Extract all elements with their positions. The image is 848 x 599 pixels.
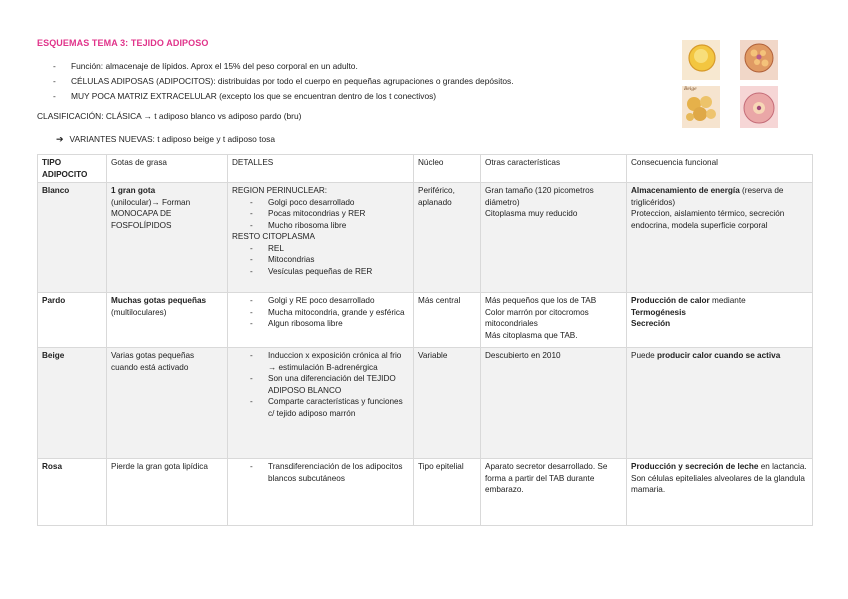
list-item: - Golgi poco desarrollado bbox=[232, 197, 409, 209]
variants-line bbox=[56, 134, 275, 145]
cell-type: Blanco bbox=[38, 183, 107, 293]
detalles-list bbox=[232, 243, 409, 278]
list-item: - Induccion x exposición crónica al frio → estimulación B-adrenérgica bbox=[232, 350, 409, 373]
cell-gotas bbox=[107, 183, 228, 293]
cell-gotas: Pierde la gran gota lipídica bbox=[107, 459, 228, 526]
intro-bullet-list bbox=[53, 59, 514, 104]
cell-nucleo: Más central bbox=[414, 293, 481, 348]
cons-rest: mediante bbox=[709, 296, 746, 305]
classification-line: CLASIFICACIÓN: CLÁSICA → t adiposo blanco vs adiposo pardo (bru) bbox=[37, 111, 302, 121]
detalles-list bbox=[232, 197, 409, 232]
cell-detalles bbox=[228, 293, 414, 348]
table-row-rosa bbox=[38, 459, 813, 526]
header-detalles: DETALLES bbox=[228, 155, 414, 183]
list-item: - Algun ribosoma libre bbox=[232, 318, 409, 330]
gotas-bold: Muchas gotas pequeñas bbox=[111, 296, 207, 305]
cell-gotas: Varias gotas pequeñas cuando está activado bbox=[107, 348, 228, 459]
cell-detalles bbox=[228, 183, 414, 293]
cell-type: Beige bbox=[38, 348, 107, 459]
cell-consecuencia bbox=[627, 459, 813, 526]
variants-text: VARIANTES NUEVAS: t adiposo beige y t adiposo tosa bbox=[69, 134, 275, 144]
cons-extra: Proteccion, aislamiento térmico, secreción endocrina, modela superficie corporal bbox=[631, 209, 785, 230]
header-tipo: TIPO ADIPOCITO bbox=[38, 155, 107, 183]
table-row-pardo bbox=[38, 293, 813, 348]
list-item: - Son una diferenciación del TEJIDO ADIPOSO BLANCO bbox=[232, 373, 409, 396]
cell-detalles bbox=[228, 348, 414, 459]
table-header-row bbox=[38, 155, 813, 183]
header-otras: Otras características bbox=[481, 155, 627, 183]
detalles-list bbox=[232, 350, 409, 419]
cell-nucleo: Tipo epitelial bbox=[414, 459, 481, 526]
cons-rest: en lactancia. Son células epiteliales alveolares de la glandula mamaria. bbox=[631, 462, 807, 494]
adipocytes-illustration bbox=[680, 38, 780, 130]
cons-bold: producir calor cuando se activa bbox=[656, 351, 781, 360]
list-item: - Vesículas pequeñas de RER bbox=[232, 266, 409, 278]
cell-otras bbox=[481, 293, 627, 348]
detalles-heading: RESTO CITOPLASMA bbox=[232, 232, 315, 241]
list-item: - REL bbox=[232, 243, 409, 255]
otras-line: Color marrón por citocromos mitocondriales bbox=[485, 307, 589, 328]
cell-otras: Aparato secretor desarrollado. Se forma a partir del TAB durante embarazo. bbox=[481, 459, 627, 526]
list-item: - Comparte características y funciones c/ tejido adiposo marrón bbox=[232, 396, 409, 419]
table-row-blanco bbox=[38, 183, 813, 293]
cons-pre: Puede bbox=[631, 351, 657, 360]
detalles-list bbox=[232, 295, 409, 330]
cell-consecuencia bbox=[627, 348, 813, 459]
table-row-beige bbox=[38, 348, 813, 459]
otras-line: Gran tamaño (120 picometros diámetro) bbox=[485, 186, 594, 207]
cell-nucleo: Periférico, aplanado bbox=[414, 183, 481, 293]
header-consecuencia: Consecuencia funcional bbox=[627, 155, 813, 183]
bullet-item: - CÉLULAS ADIPOSAS (ADIPOCITOS): distribuidas por todo el cuerpo en pequeñas agrupaciones o grandes depósitos. bbox=[53, 74, 514, 89]
list-item: - Mucha mitocondria, grande y esférica bbox=[232, 307, 409, 319]
cons-bold: Secreción bbox=[631, 319, 671, 328]
cons-bold: Almacenamiento de energía bbox=[631, 186, 740, 195]
cell-consecuencia bbox=[627, 293, 813, 348]
cell-detalles bbox=[228, 459, 414, 526]
list-item: - Golgi y RE poco desarrollado bbox=[232, 295, 409, 307]
cons-bold: Termogénesis bbox=[631, 307, 686, 317]
bullet-item: - MUY POCA MATRIZ EXTRACELULAR (excepto los que se encuentran dentro de los t conectivos) bbox=[53, 89, 514, 104]
adipocyte-types-table bbox=[37, 154, 813, 526]
list-item: - Pocas mitocondrias y RER bbox=[232, 208, 409, 220]
header-gotas: Gotas de grasa bbox=[107, 155, 228, 183]
list-item: - Mucho ribosoma libre bbox=[232, 220, 409, 232]
cons-bold: Producción y secreción de leche bbox=[631, 462, 759, 471]
cell-otras bbox=[481, 183, 627, 293]
otras-line: Más citoplasma que TAB. bbox=[485, 330, 578, 340]
cell-type: Rosa bbox=[38, 459, 107, 526]
otras-line: Citoplasma muy reducido bbox=[485, 209, 578, 218]
cell-consecuencia bbox=[627, 183, 813, 293]
cell-gotas bbox=[107, 293, 228, 348]
otras-line: Más pequeños que los de TAB bbox=[485, 296, 597, 305]
list-item: - Transdiferenciación de los adipocitos blancos subcutáneos bbox=[232, 461, 409, 484]
document-title: ESQUEMAS TEMA 3: TEJIDO ADIPOSO bbox=[37, 38, 209, 48]
list-item: - Mitocondrias bbox=[232, 254, 409, 266]
header-nucleo: Núcleo bbox=[414, 155, 481, 183]
cell-otras: Descubierto en 2010 bbox=[481, 348, 627, 459]
cell-nucleo: Variable bbox=[414, 348, 481, 459]
gotas-bold: 1 gran gota bbox=[111, 186, 156, 195]
arrow-right-icon: ➔ bbox=[56, 134, 64, 144]
cons-rest: (reserva de triglicéridos) bbox=[631, 186, 784, 207]
bullet-item: - Función: almacenaje de lípidos. Aprox el 15% del peso corporal en un adulto. bbox=[53, 59, 514, 74]
cons-bold: Producción de calor bbox=[631, 296, 710, 305]
gotas-rest: (unilocular)→ Forman MONOCAPA DE FOSFOLÍPIDOS bbox=[111, 197, 191, 230]
detalles-list bbox=[232, 461, 409, 484]
figure-label: Beige bbox=[684, 86, 697, 92]
gotas-rest: (multiloculares) bbox=[111, 307, 167, 317]
cell-type: Pardo bbox=[38, 293, 107, 348]
detalles-heading: REGION PERINUCLEAR: bbox=[232, 186, 328, 195]
